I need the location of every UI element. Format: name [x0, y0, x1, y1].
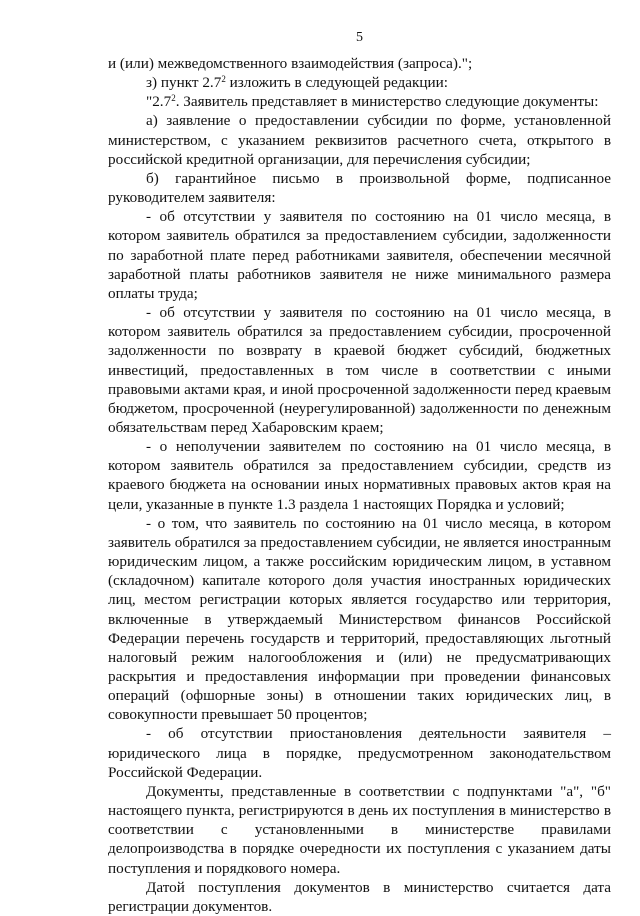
paragraph-bullet-wages: - об отсутствии у заявителя по состоянию на 01 число месяца, в котором заявитель обратился за предоставлением субсидии, задолженности по заработной плате перед работниками заявителя, обеспечении месячной заработной платы работников заявителя не ниже минимального размера оплаты труда;: [108, 208, 611, 302]
paragraph-clause-pre: "2.7: [146, 93, 172, 111]
paragraph-bullet-nonreceipt: - о неполучении заявителем по состоянию на 01 число месяца, в котором заявитель обратился за предоставлением субсидии, средств из краевого бюджета на основании иных нормативных правовых актов края на цели, указанные в пункте 1.3 раздела 1 настоящих Порядка и условий;: [108, 438, 611, 513]
paragraph-bullet-debt: - об отсутствии у заявителя по состоянию на 01 число месяца, в котором заявитель обратился за предоставлением субсидии, просроченной задолженности по возврату в краевой бюджет субсидий, бюджетных инвестиций, предоставленных в том числе в соответствии с иными правовыми актами края, и иной просроченной задолженности перед краевым бюджетом, просроченной (неурегулированной) задолженности по денежным обязательствам перед Хабаровским краем;: [108, 304, 611, 436]
paragraph-clause-post: . Заявитель представляет в министерство следующие документы:: [175, 93, 599, 111]
paragraph-clause-heading: [108, 92, 611, 111]
paragraph-item-z-post: изложить в следующей редакции:: [225, 74, 448, 92]
document-page: [108, 28, 611, 916]
paragraph-item-a: а) заявление о предоставлении субсидии по форме, установленной министерством, с указанием реквизитов расчетного счета, открытого в российской кредитной организации, для перечисления субсидии;: [108, 112, 611, 168]
paragraph-item-z: [108, 73, 611, 92]
paragraph-bullet-foreign: - о том, что заявитель по состоянию на 01 число месяца, в котором заявитель обратился за предоставлением субсидии, не является иностранным юридическим лицом, а также российским юридическим лицом, в уставном (складочном) капитале которого доля участия иностранных юридических лиц, местом регистрации которых является государство или территория, включенные в утверждаемый Министерством финансов Российской Федерации перечень государств и территорий, предоставляющих льготный налоговый режим налогообложения и (или) не предусматривающих раскрытия и предоставления информации при проведении финансовых операций (офшорные зоны) в отношении таких юридических лиц, в совокупности превышает 50 процентов;: [108, 514, 611, 724]
page-number: 5: [356, 30, 363, 45]
paragraph-item-z-pre: з) пункт 2.7: [146, 74, 222, 92]
paragraph-bullet-suspension: - об отсутствии приостановления деятельности заявителя – юридического лица в порядке, предусмотренном законодательством Российской Федерации.: [108, 725, 611, 781]
paragraph-item-b: б) гарантийное письмо в произвольной форме, подписанное руководителем заявителя:: [108, 169, 611, 207]
paragraph-receipt-date: Датой поступления документов в министерство считается дата регистрации документов.: [108, 878, 611, 915]
paragraph-intro: и (или) межведомственного взаимодействия (запроса).";: [108, 55, 473, 72]
paragraph-clause-sup: 2: [171, 93, 176, 104]
paragraph-registration: Документы, представленные в соответствии с подпунктами "а", "б" настоящего пункта, регистрируются в день их поступления в министерство в соответствии с установленными в министерстве правилами делопроизводства в порядке очередности их поступления с указанием даты поступления и порядкового номера.: [108, 782, 611, 877]
paragraph-item-z-sup: 2: [221, 74, 226, 85]
